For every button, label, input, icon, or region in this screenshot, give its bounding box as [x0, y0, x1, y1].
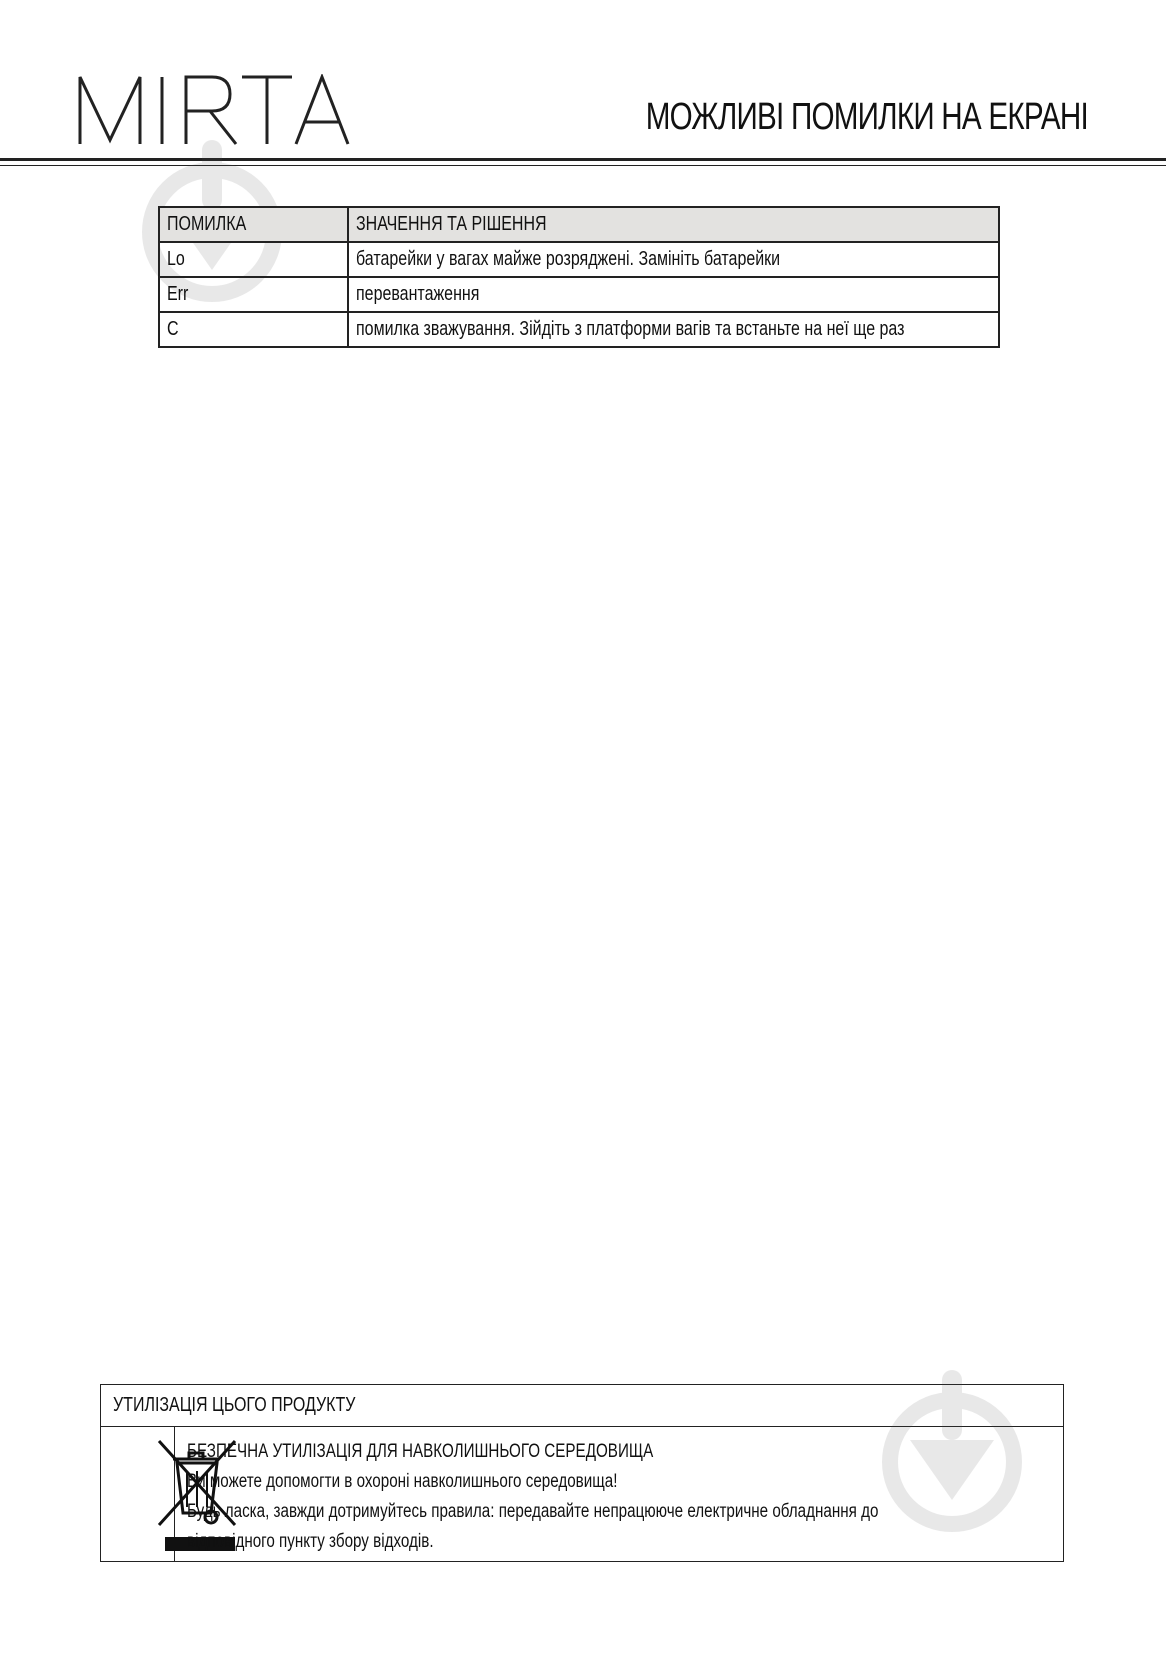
disposal-title: УТИЛІЗАЦІЯ ЦЬОГО ПРОДУКТУ	[101, 1385, 1063, 1427]
table-row	[159, 277, 999, 312]
error-code-cell: Lo	[159, 242, 348, 277]
mirta-logo	[78, 74, 350, 146]
disposal-line: БЕЗПЕЧНА УТИЛІЗАЦІЯ ДЛЯ НАВКОЛИШНЬОГО СЕРЕДОВИЩА	[186, 1441, 653, 1462]
disposal-line: Ви можете допомогти в охороні навколишнього середовища!	[186, 1471, 618, 1492]
table-row	[159, 242, 999, 277]
error-meaning-cell: помилка зважування. Зійдіть з платформи вагів та встаньте на неї ще раз	[348, 312, 999, 347]
download-watermark-icon	[880, 1370, 1025, 1540]
disposal-line: Будь ласка, завжди дотримуйтесь правила: передавайте непрацююче електричне обладнання до	[186, 1501, 879, 1522]
error-code-cell: Err	[159, 277, 348, 312]
error-meaning-cell: перевантаження	[348, 277, 999, 312]
error-meaning-cell: батарейки у вагах майже розряджені. Замініть батарейки	[348, 242, 999, 277]
error-codes-table	[158, 206, 1000, 348]
error-code-cell: C	[159, 312, 348, 347]
table-row	[159, 312, 999, 347]
disposal-line: відповідного пункту збору відходів.	[186, 1531, 434, 1552]
column-header-meaning: ЗНАЧЕННЯ ТА РІШЕННЯ	[348, 207, 999, 242]
page-title: МОЖЛИВІ ПОМИЛКИ НА ЕКРАНІ	[645, 96, 1088, 138]
table-header-row	[159, 207, 999, 242]
disposal-icon-cell	[101, 1427, 175, 1561]
column-header-error: ПОМИЛКА	[159, 207, 348, 242]
